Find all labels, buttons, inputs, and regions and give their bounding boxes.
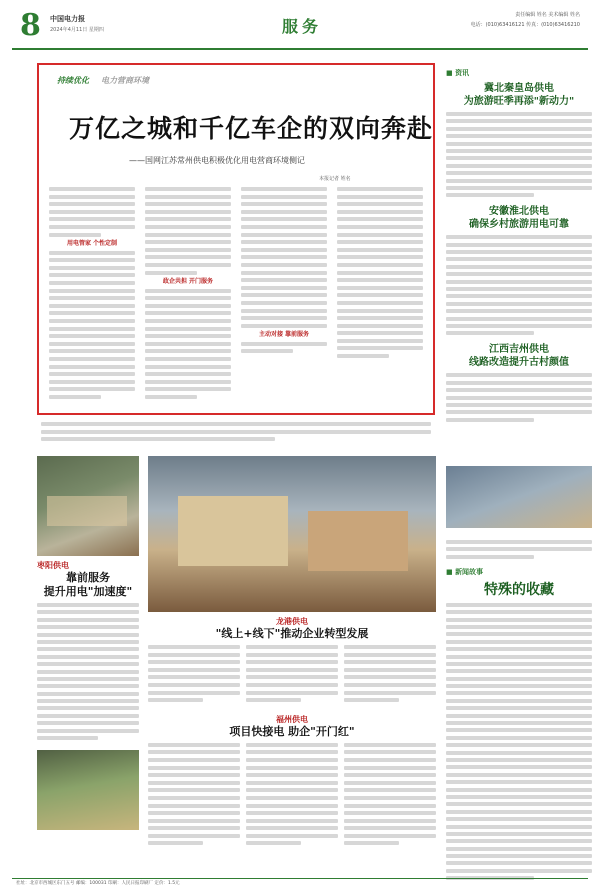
left-title: 靠前服务 提升用电"加速度" xyxy=(43,571,133,598)
series-label-2: 电力营商环境 xyxy=(101,76,149,85)
photo-left-top xyxy=(37,456,139,556)
feature-byline: 本报记者 姓名 xyxy=(319,176,351,182)
header-info xyxy=(471,10,580,30)
right-item-title-1: 冀北秦皇岛供电 为旅游旺季再添"新动力" xyxy=(463,83,575,107)
contact: 电话：(010)63416121 传真：(010)63416210 xyxy=(470,22,580,28)
feature-column-head-1: 用电管家 个性定制 xyxy=(66,240,118,248)
story-tag: ■ 新闻故事 xyxy=(446,567,592,577)
left-text xyxy=(37,603,139,740)
bottom-title: 项目快接电 助企"开门红" xyxy=(229,724,355,738)
feature-column-4 xyxy=(337,187,423,362)
series-label: 持续优化 xyxy=(57,76,89,85)
right-item-title-2: 安徽淮北供电 确保乡村旅游用电可靠 xyxy=(469,206,569,231)
paper-name: 中国电力报 xyxy=(50,15,85,23)
middle-title: "线上+线下"推动企业转型发展 xyxy=(215,627,369,640)
right-column xyxy=(446,68,592,425)
middle-text-columns xyxy=(148,645,436,706)
photo-left-bottom xyxy=(37,750,139,830)
bottom-text-columns xyxy=(148,743,436,849)
left-kicker: 枣阳供电 xyxy=(37,561,69,570)
right-item-title-3: 江西吉州供电 线路改造提升古村颜值 xyxy=(469,344,569,369)
masthead xyxy=(12,6,588,50)
feature-column-head-2: 政企共担 开门服务 xyxy=(162,278,214,286)
section-title: 服务 xyxy=(282,17,323,36)
right-lower-text xyxy=(446,540,592,559)
right-item-text-1 xyxy=(446,112,592,197)
photo-middle xyxy=(148,456,436,612)
photo-right xyxy=(446,466,592,528)
middle-article xyxy=(148,616,436,849)
feature-column-2 xyxy=(145,187,231,403)
right-item-text-3 xyxy=(446,373,592,421)
paper-date: 2024年4月11日 星期四 xyxy=(50,27,104,33)
story-title: 特殊的收藏 xyxy=(484,581,554,598)
bottom-kicker: 福州供电 xyxy=(276,714,308,724)
footer: 社址：北京市西城区东门五号 邮编：100031 印刷：人民日报印刷厂 定价：1.5元 xyxy=(12,878,588,890)
middle-kicker: 龙港供电 xyxy=(276,617,308,626)
feature-column-3 xyxy=(241,187,327,357)
news-tag: ■ 资讯 xyxy=(446,68,592,78)
feature-column-1 xyxy=(49,187,135,403)
feature-subtitle: ——国网江苏常州供电积极优化用电营商环境侧记 xyxy=(129,156,305,165)
left-article xyxy=(37,560,139,743)
feature-title: 万亿之城和千亿车企的双向奔赴 xyxy=(69,114,434,143)
right-item-text-2 xyxy=(446,235,592,335)
page-number: 8 xyxy=(20,8,41,43)
story-text xyxy=(446,603,592,880)
feature-column-head-3: 主动对接 靠前服务 xyxy=(258,331,310,339)
editors: 责任编辑 姓名 美术编辑 姓名 xyxy=(515,12,580,18)
right-lower-block xyxy=(446,536,592,884)
feature-caption xyxy=(37,418,435,454)
feature-article xyxy=(37,63,435,415)
